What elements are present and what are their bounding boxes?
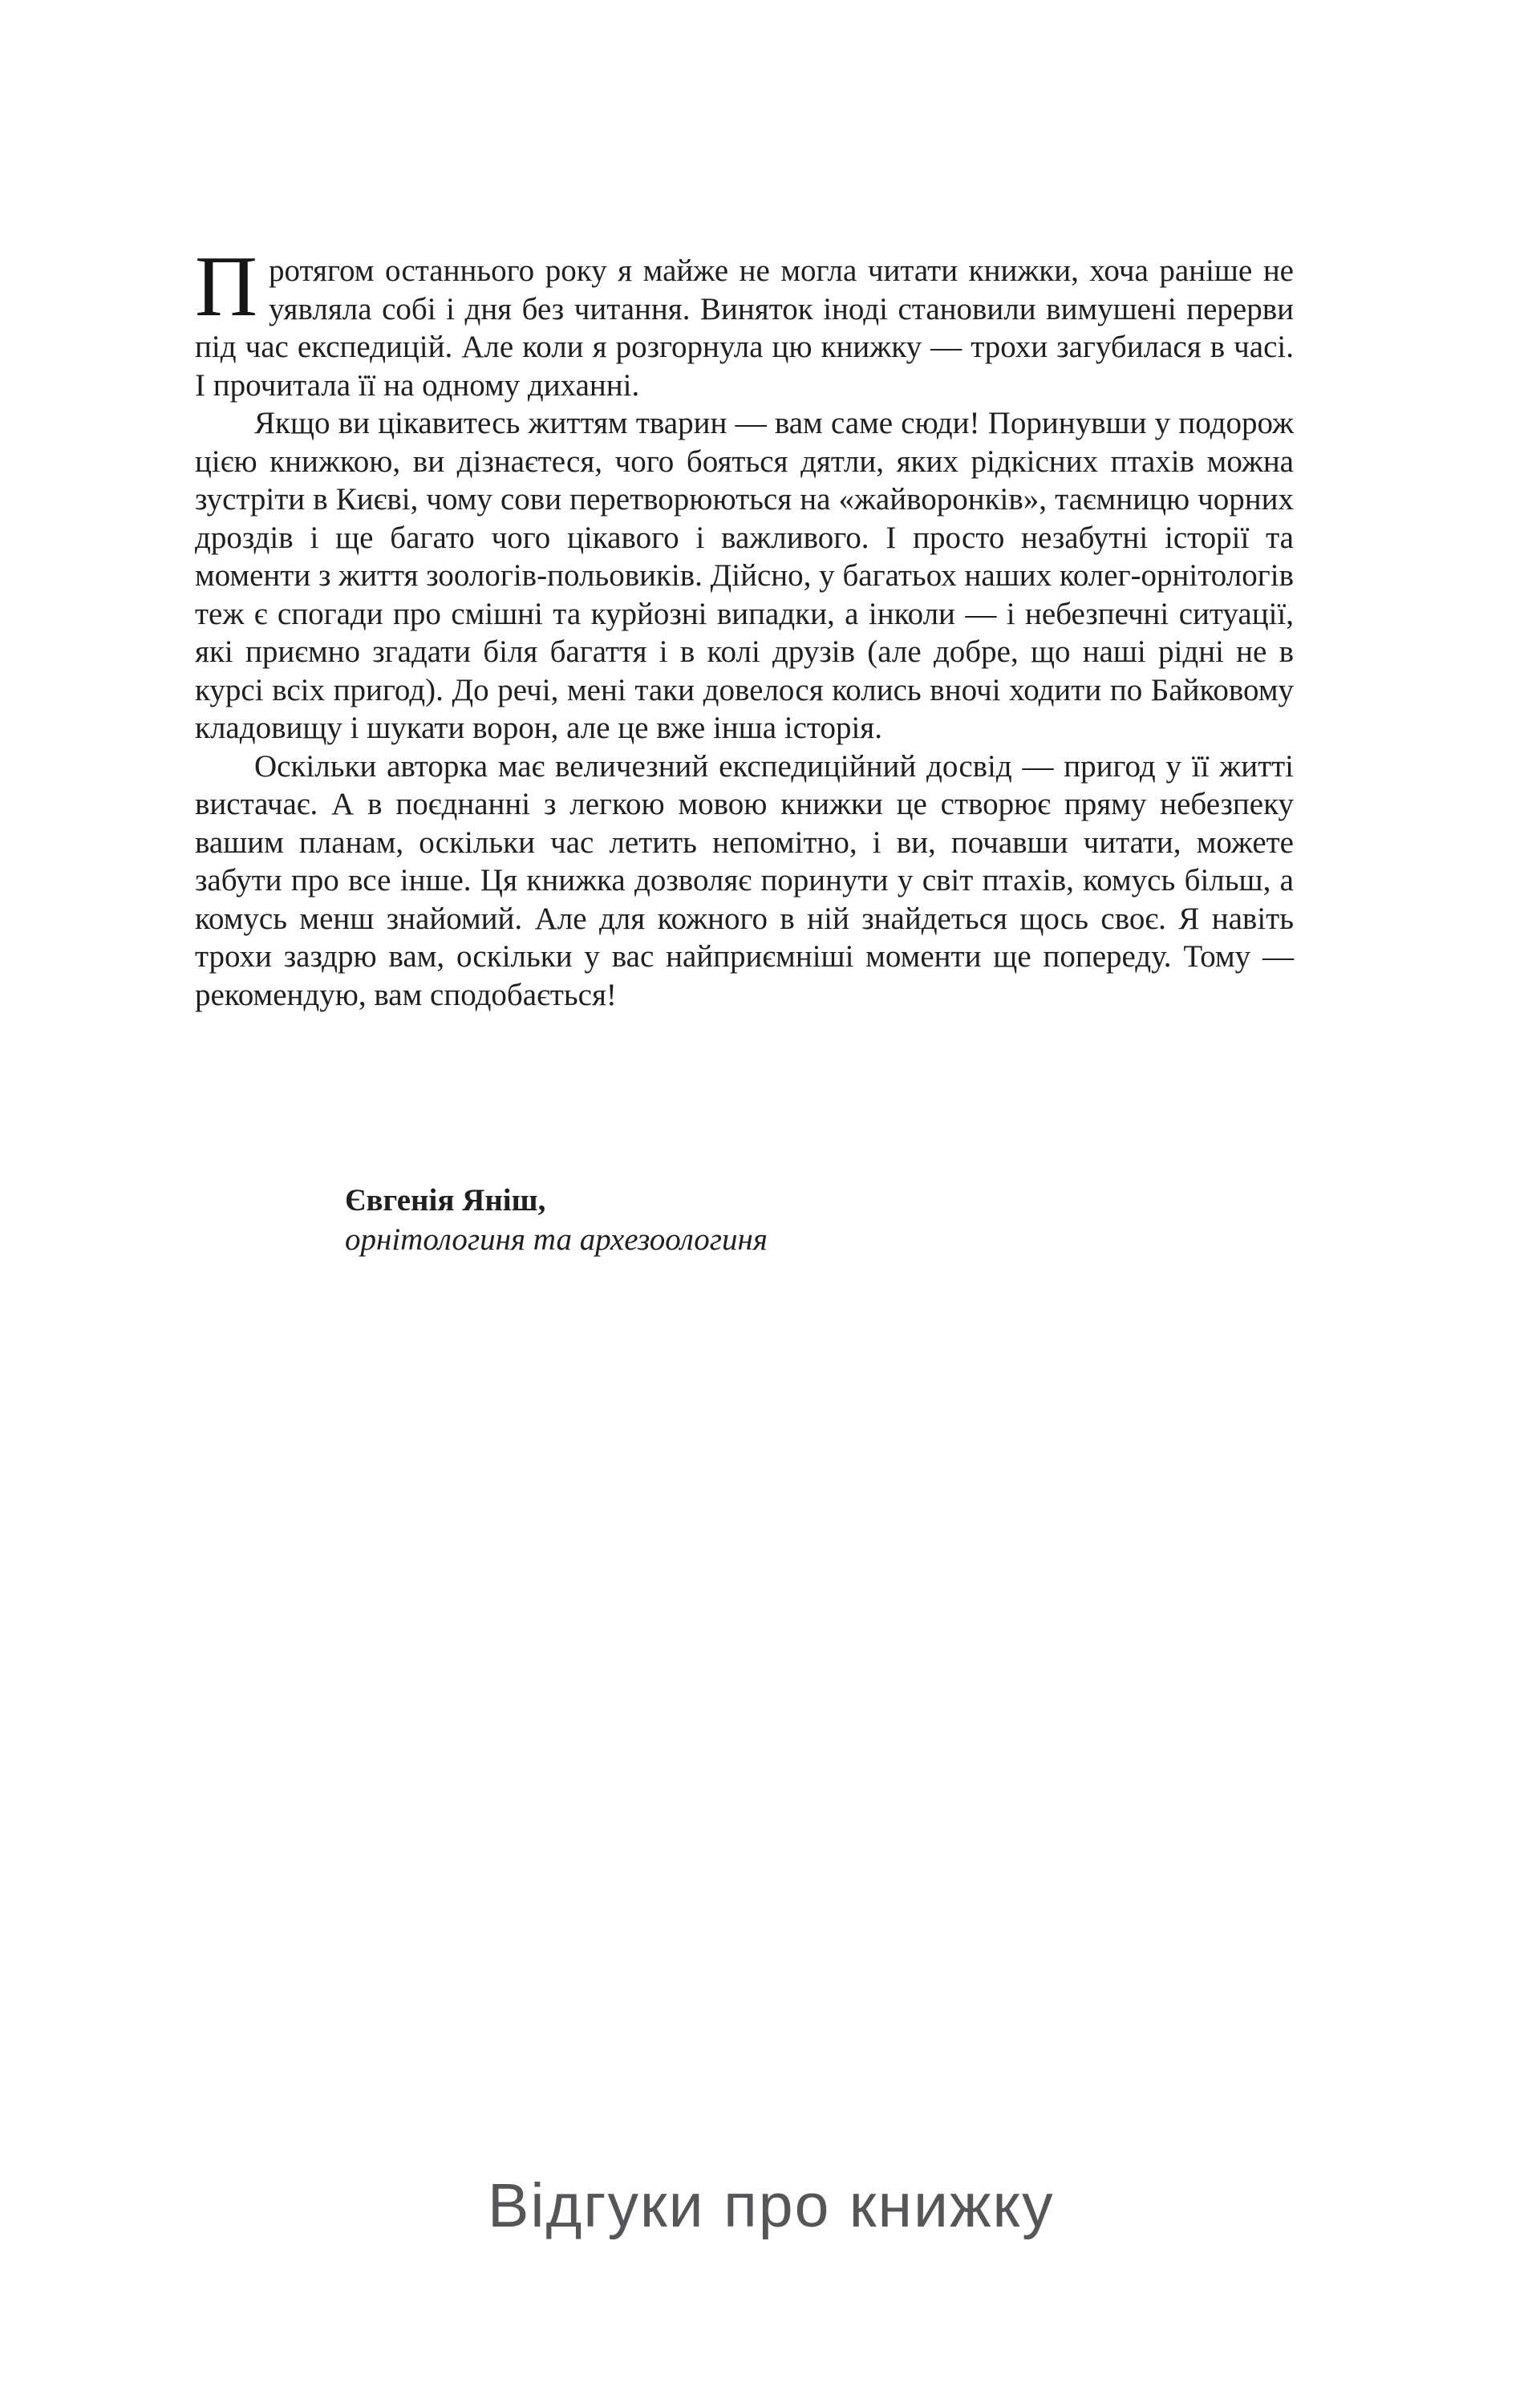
drop-cap-letter: П — [195, 239, 257, 334]
reviewer-name: Євгенія Яніш, — [345, 1183, 546, 1218]
reviewer-signature — [345, 1181, 768, 1259]
review-paragraph-1-text: ротягом останнього року я майже не могла читати книжки, хоча раніше не уявляла собі і дня без читання. Виняток іноді становили вимушені перерви під час експедицій. Але коли я розгорнула цю книжку — трохи загубилася в часі. І прочитала її на одному диханні. — [195, 253, 1294, 403]
review-paragraph-2: Якщо ви цікавитесь життям тварин — вам саме сюди! Поринувши у подорож цією книжкою, ви дізнаєтеся, чого бояться дятли, яких рідкісних птахів можна зустріти в Києві, чому сови перетворюються на «жайворонків», таємницю чорних дроздів і ще багато чого цікавого і важливого. І просто незабутні історії та моменти з життя зоологів-польовиків. Дійсно, у багатьох наших колег-орнітологів теж є спогади про смішні та курйозні випадки, а інколи — і небезпечні ситуації, які приємно згадати біля багаття і в колі друзів (але добре, що наші рідні не в курсі всіх пригод). До речі, мені таки довелося колись вночі ходити по Байковому кладовищу і шукати ворон, але це вже інша історія. — [195, 406, 1294, 745]
section-heading: Відгуки про книжку — [488, 2171, 1055, 2240]
reviewer-title: орнітологиня та архезоологиня — [345, 1222, 768, 1257]
review-paragraph-1 — [195, 239, 1294, 404]
review-text-block — [195, 239, 1294, 1014]
review-paragraph-3: Оскільки авторка має величезний експедиційний досвід — пригод у її житті вистачає. А в поєднанні з легкою мовою книжки це створює пряму небезпеку вашим планам, оскільки час летить непомітно, і ви, почавши читати, можете забути про все інше. Ця книжка дозволяє поринути у світ птахів, комусь більш, а комусь менш знайомий. Але для кожного в ній знайдеться щось своє. Я навіть трохи заздрю вам, оскільки у вас найприємніші моменти ще попереду. Тому — рекомендую, вам сподобається! — [195, 748, 1294, 1012]
